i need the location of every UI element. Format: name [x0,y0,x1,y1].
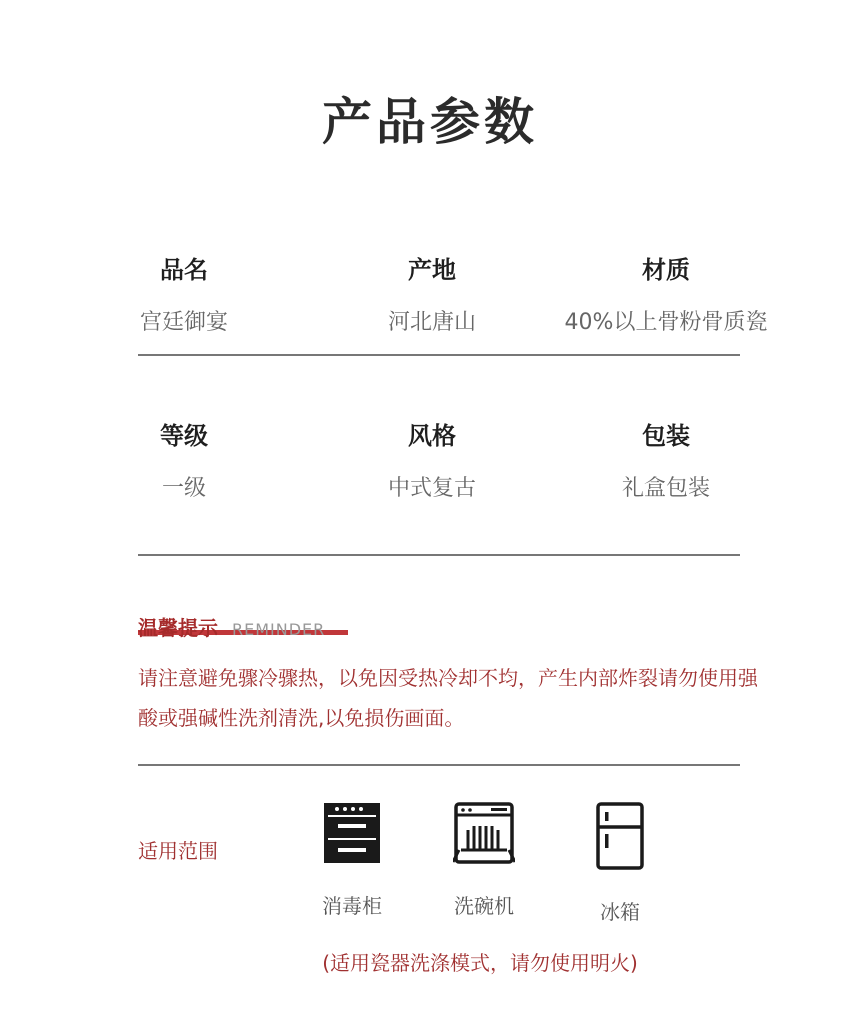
spec-value: 一级 [161,476,206,501]
reminder-heading [138,612,325,642]
spec-label: 材质 [642,256,690,284]
spec-value: 中式复古 [387,476,476,501]
page-title: 产品参数 [322,93,538,151]
spec-label: 品名 [160,256,208,284]
scope-note: (适用瓷器洗涤模式，请勿使用明火) [322,951,638,975]
spec-value: 宫廷御宴 [139,310,228,335]
divider [138,764,740,766]
spec-material [546,252,786,338]
refrigerator-icon [595,802,645,870]
spec-origin [312,252,552,338]
appliance-name: 冰箱 [600,900,640,924]
spec-label: 等级 [160,422,208,450]
reminder-title: 温馨提示 [138,616,218,640]
spec-label: 产地 [408,256,456,284]
spec-row-1 [138,252,768,362]
spec-style [312,418,552,504]
divider [138,554,740,556]
dishwasher-icon [453,802,515,864]
appliance-dishwasher [434,802,534,919]
divider [138,354,740,356]
spec-value: 河北唐山 [387,310,476,335]
reminder-title-en: REMINDER [232,620,326,639]
appliance-name: 洗碗机 [454,894,514,918]
spec-value: 40%以上骨粉骨质瓷 [564,310,768,335]
disinfection-cabinet-icon [323,802,381,864]
spec-name [64,252,304,338]
appliance-name: 消毒柜 [322,894,382,918]
spec-label: 风格 [408,422,456,450]
appliance-refrigerator [570,802,670,925]
scope-label: 适用范围 [138,839,218,863]
spec-row-2 [138,418,740,528]
spec-packaging [546,418,786,504]
spec-grade [64,418,304,504]
spec-value: 礼盒包装 [621,476,710,501]
spec-label: 包装 [642,422,690,450]
reminder-text: 请注意避免骤冷骤热，以免因受热冷却不均，产生内部炸裂请勿使用强酸或强碱性洗剂清洗,以免损伤画面。 [138,666,758,730]
appliance-disinfection-cabinet [302,802,402,919]
